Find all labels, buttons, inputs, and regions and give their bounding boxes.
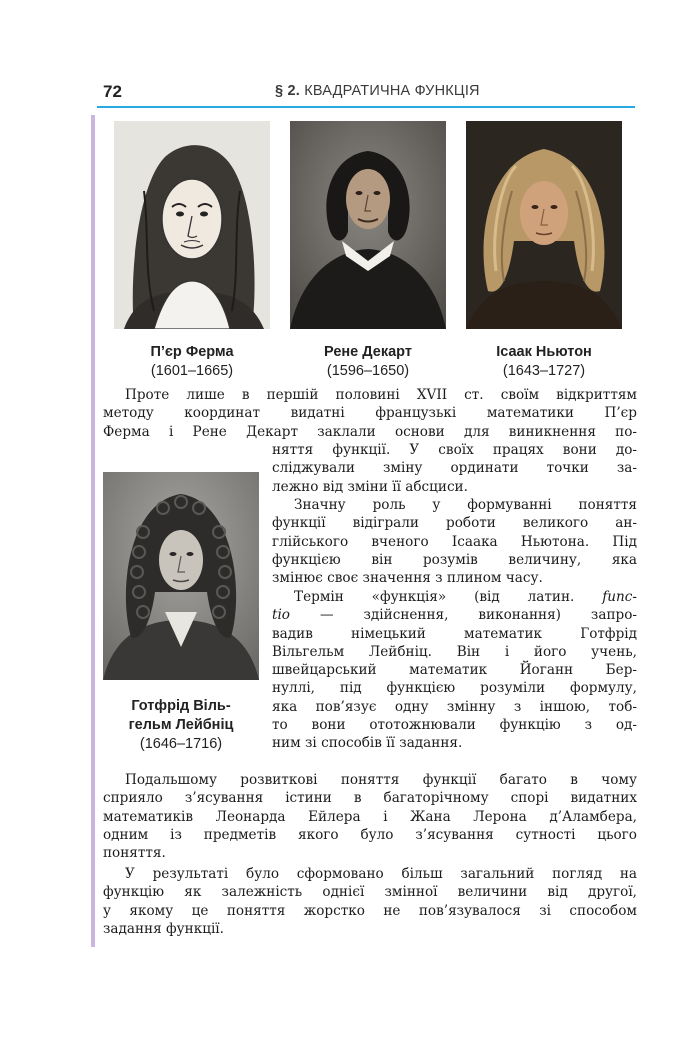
portrait-newton (466, 121, 622, 329)
text-span: — здійснення, виконання) запро- (290, 607, 637, 624)
text-line: одним із предметів якого було з’ясування сутності цього (103, 826, 637, 843)
portrait-fermat (114, 121, 270, 329)
text-line: ним зі способів її задання. (272, 735, 463, 752)
leibniz-name-line1: Готфрід Віль- (131, 698, 231, 714)
caption-leibniz (103, 697, 259, 754)
text-line: математиків Леонарда Ейлера і Жана Лерона д’Аламбера, (103, 808, 637, 825)
text-line: то вони ототожнювали функцію з од- (272, 717, 637, 734)
text-line: функцією він розумів величину, яка (272, 551, 637, 568)
header-rule (97, 106, 635, 108)
text-span: Термін «функція» (від латин. (294, 589, 575, 605)
text-line: няття функції. У своїх працях вони до- (272, 442, 637, 458)
paragraph-1-full (103, 386, 637, 441)
text-line: функції відіграли роботи великого ан- (272, 515, 637, 532)
fermat-years: (1601–1665) (150, 363, 234, 379)
text-line: У результаті було сформовано більш загальний погляд на (125, 866, 637, 882)
text-line: методу координат видатні французькі математики П’єр (103, 405, 637, 422)
page-number: 72 (103, 82, 122, 101)
descartes-years: (1596–1650) (326, 363, 410, 379)
text-line: поняття. (103, 845, 166, 862)
portrait-leibniz (103, 472, 259, 680)
text-line: задання функції. (103, 920, 224, 937)
leibniz-name-line2: гельм Лейбніц (128, 717, 234, 733)
text-line: лежно від зміни її абсциси. (272, 478, 468, 495)
text-line: нуллі, під функцією розуміли формулу, (272, 680, 637, 697)
section-mark: § 2. (275, 83, 300, 99)
text-line (272, 588, 637, 606)
caption-fermat (114, 343, 270, 381)
text-line (272, 606, 637, 624)
text-line: яка пов’язує одну змінну з іншою, тоб- (272, 698, 637, 715)
caption-descartes (290, 343, 446, 381)
newton-name: Ісаак Ньютон (496, 344, 592, 360)
fermat-name: П’єр Ферма (150, 344, 234, 360)
text-line: Вільгельм Лейбніц. Він і його учень, (272, 643, 637, 660)
paragraph-2 (272, 496, 637, 587)
text-line: сприяло з’ясування істини в багаторічному спорі видатних (103, 790, 637, 807)
text-line: швейцарський математик Йоганн Бер- (272, 662, 637, 679)
descartes-name: Рене Декарт (324, 344, 412, 360)
text-line: сліджували зміну ординати точки за- (272, 460, 637, 477)
section-title-text: КВАДРАТИЧНА ФУНКЦІЯ (304, 83, 480, 99)
text-line: глійського вченого Ісаака Ньютона. Під (272, 533, 637, 550)
latin-word-part: func- (602, 589, 637, 605)
text-line: Ферма і Рене Декарт заклали основи для виникнення по- (103, 423, 637, 440)
text-line: Значну роль у формуванні поняття (294, 497, 637, 513)
portrait-descartes (290, 121, 446, 329)
paragraph-1-column (272, 441, 637, 496)
section-title (275, 83, 480, 99)
text-line: у якому це поняття жорстко не пов’язувалося зі способом (103, 902, 637, 919)
newton-years: (1643–1727) (502, 363, 586, 379)
paragraph-5 (103, 865, 637, 938)
text-line: функцію як залежність однієї змінної величини від другої, (103, 884, 637, 901)
text-line: Подальшому розвиткові поняття функції багато в чому (125, 772, 637, 788)
paragraph-4 (103, 771, 637, 862)
text-line: вадив німецький математик Готфрід (272, 625, 637, 642)
paragraph-3 (272, 588, 637, 753)
page-header (97, 80, 635, 108)
text-line: змінює своє значення з плином часу. (272, 570, 543, 587)
latin-word-part: tio (272, 607, 290, 624)
side-margin-bar (91, 115, 95, 947)
leibniz-years: (1646–1716) (139, 736, 223, 752)
text-line: Проте лише в першій половині XVII ст. своїм відкриттям (125, 387, 637, 403)
caption-newton (466, 343, 622, 381)
